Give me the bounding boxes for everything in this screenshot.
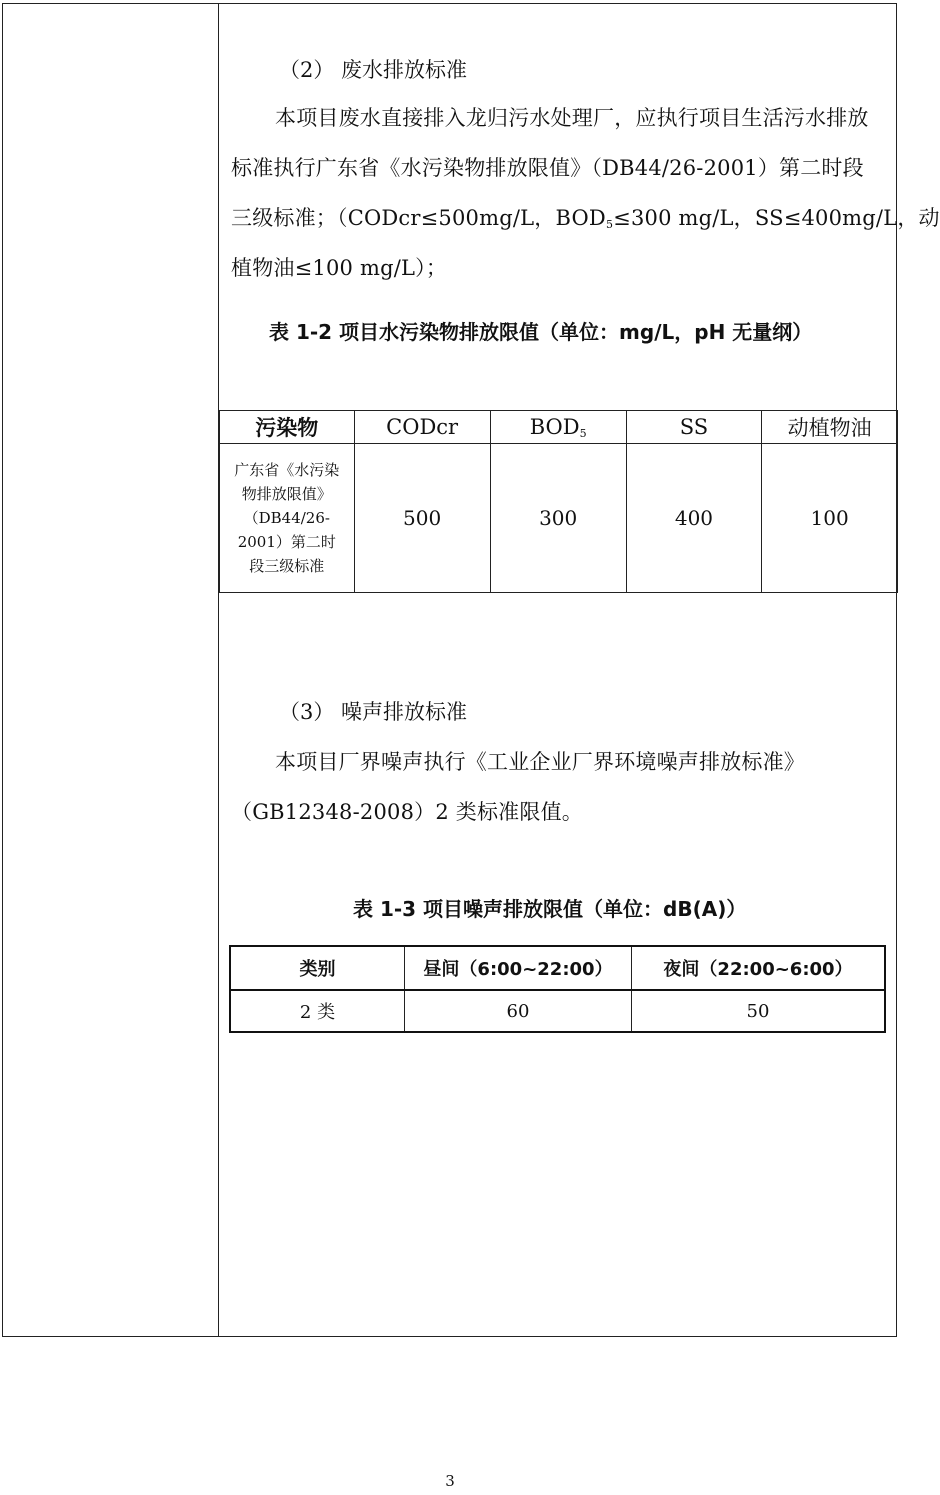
table2-ss-cell: 400	[626, 444, 762, 593]
table2-header-bod: $BOD_5$	[490, 411, 626, 444]
section3-heading: （3） 噪声排放标准	[279, 700, 468, 724]
section3-line2: （GB12348-2008）2 类标准限值。	[231, 800, 583, 824]
table3-night-cell: 50	[632, 990, 886, 1032]
table3-day-cell: 60	[405, 990, 632, 1032]
table2	[219, 410, 898, 593]
table3-header-night: 夜间（22:00~6:00）	[632, 946, 886, 990]
table3-header-day: 昼间（6:00~22:00）	[405, 946, 632, 990]
section2-line4: 植物油≤100 mg/L）；	[231, 256, 448, 280]
table3-category-cell: 2 类	[230, 990, 405, 1032]
table2-header-pollutant: 污染物	[220, 411, 355, 444]
section2-line1: 本项目废水直接排入龙归污水处理厂，应执行项目生活污水排放	[275, 106, 869, 130]
table3-header-row	[230, 946, 885, 990]
table2-caption: 表 1-2 项目水污染物排放限值（单位：mg/L，pH 无量纲）	[269, 320, 813, 344]
table2-cod-cell: 500	[354, 444, 490, 593]
table2-header-row	[220, 411, 898, 444]
table2-oil-cell: 100	[762, 444, 898, 593]
table2-header-cod: CODcr	[354, 411, 490, 444]
table2-bod-cell: 300	[490, 444, 626, 593]
table2-header-ss: SS	[626, 411, 762, 444]
table3-caption: 表 1-3 项目噪声排放限值（单位：dB(A)）	[353, 897, 747, 921]
outer-frame	[2, 3, 940, 1337]
table2-header-oil: 动植物油	[762, 411, 898, 444]
section2-line2: 标准执行广东省《水污染物排放限值》（DB44/26-2001）第二时段	[231, 156, 864, 180]
table3	[229, 945, 886, 1033]
table2-standard-cell: 广东省《水污染物排放限值》（DB44/26-2001）第二时段三级标准	[220, 444, 355, 593]
section2-line3: 三级标准；（CODcr≤500mg/L，$BOD_5\le 300$ mg/L，SS≤400mg/L，动	[231, 206, 940, 231]
page-number: 3	[445, 1472, 455, 1490]
content-column	[219, 4, 940, 1336]
table-row	[230, 990, 885, 1032]
left-column	[3, 4, 219, 1336]
section2-heading: （2） 废水排放标准	[279, 58, 468, 82]
table3-header-category: 类别	[230, 946, 405, 990]
section3-line1: 本项目厂界噪声执行《工业企业厂界环境噪声排放标准》	[275, 750, 805, 774]
table-row	[220, 444, 898, 593]
